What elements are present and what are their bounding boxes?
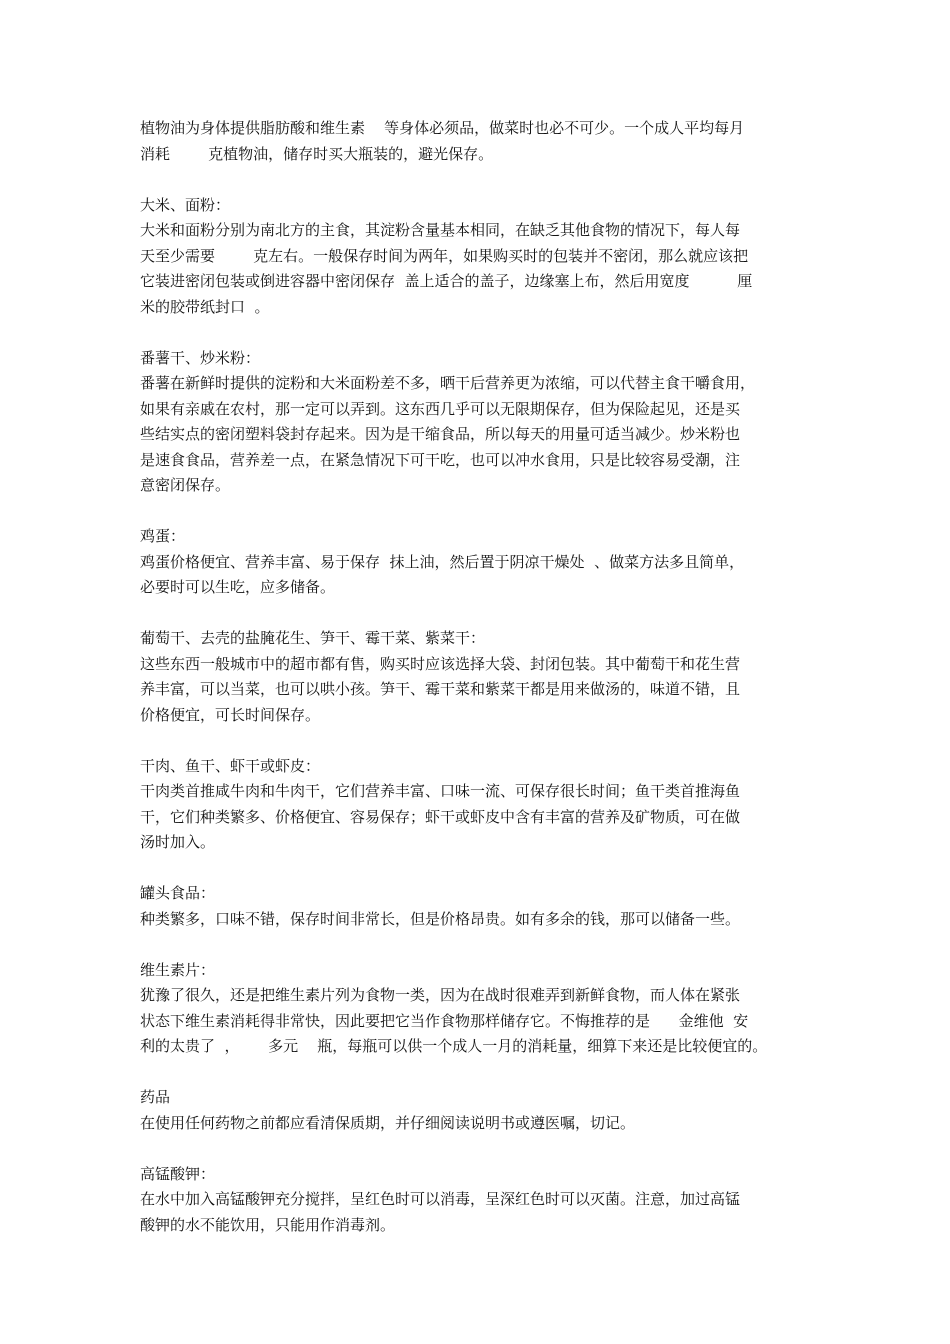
section-heading: 大米、面粉： [140,195,231,214]
section-heading: 番薯干、炒米粉： [140,348,261,367]
section-vitamins [140,958,812,1060]
section-dried-goods [140,626,812,728]
section-dried-meat-fish [140,754,812,856]
paragraph-line: 价格便宜，可长时间保存。 [140,705,321,724]
section-heading: 药品 [140,1088,171,1106]
paragraph-line: 意密闭保存。 [140,476,231,494]
paragraph-line: 干，它们种类繁多、价格便宜、容易保存；虾干或虾皮中含有丰富的营养及矿物质，可在做 [140,807,741,826]
document-body [140,116,812,1264]
paragraph-line: 干肉类首推咸牛肉和牛肉干，它们营养丰富、口味一流、可保存很长时间；鱼干类首推海鱼 [140,782,741,800]
section-heading: 罐头食品： [140,884,216,902]
section-canned-food [140,881,812,932]
paragraph-line: 状态下维生素消耗得非常快，因此要把它当作食物那样储存它。不悔推荐的是 金维他 安 [140,1011,749,1030]
section-vegetable-oil [140,116,812,167]
paragraph-line: 米的胶带纸封口 。 [140,297,270,316]
paragraph-line: 是速食食品，营养差一点，在紧急情况下可干吃，也可以冲水食用，只是比较容易受潮，注 [140,450,741,469]
paragraph-line: 它装进密闭包装或倒进容器中密闭保存 盖上适合的盖子，边缘塞上布，然后用宽度 厘 [140,272,753,290]
paragraph-line: 犹豫了很久，还是把维生素片列为食物一类，因为在战时很难弄到新鲜食物，而人体在紧张 [140,986,741,1004]
paragraph-line: 些结实点的密闭塑料袋封存起来。因为是干缩食品，所以每天的用量可适当减少。炒米粉也 [140,425,741,443]
paragraph-line: 种类繁多，口味不错，保存时间非常长，但是价格昂贵。如有多余的钱，那可以储备一些。 [140,909,741,928]
paragraph-line: 大米和面粉分别为南北方的主食，其淀粉含量基本相同，在缺乏其他食物的情况下，每人每 [140,221,741,239]
paragraph-line: 养丰富，可以当菜，也可以哄小孩。笋干、霉干菜和紫菜干都是用来做汤的，味道不错，且 [140,680,741,698]
section-potassium-permanganate [140,1162,812,1239]
section-heading: 干肉、鱼干、虾干或虾皮： [140,756,321,775]
section-sweet-potato [140,346,812,499]
paragraph-line: 天至少需要 克左右。一般保存时间为两年，如果购买时的包装并不密闭，那么就应该把 [140,246,749,265]
section-heading: 维生素片： [140,960,216,979]
paragraph-line: 在使用任何药物之前都应看清保质期，并仔细阅读说明书或遵医嘱，切记。 [140,1113,636,1132]
paragraph-line: 酸钾的水不能饮用，只能用作消毒剂。 [140,1215,396,1234]
paragraph-line: 番薯在新鲜时提供的淀粉和大米面粉差不多，晒干后营养更为浓缩，可以代替主食干嚼食用， [140,374,756,392]
paragraph-line: 植物油为身体提供脂肪酸和维生素 等身体必须品，做菜时也必不可少。一个成人平均每月 [140,119,745,137]
section-heading: 高锰酸钾： [140,1164,216,1183]
paragraph-line: 这些东西一般城市中的超市都有售，购买时应该选择大袋、封闭包装。其中葡萄干和花生营 [140,654,741,673]
paragraph-line: 必要时可以生吃，应多储备。 [140,578,336,596]
paragraph-line: 如果有亲戚在农村，那一定可以弄到。这东西几乎可以无限期保存，但为保险起见，还是买 [140,399,741,418]
paragraph-line: 消耗 克植物油，储存时买大瓶装的，避光保存。 [140,144,494,163]
section-heading: 葡萄干、去壳的盐腌花生、笋干、霉干菜、紫菜干： [140,629,486,647]
section-medicine [140,1085,812,1136]
section-heading: 鸡蛋： [140,527,186,545]
paragraph-line: 利的太贵了 ， 多元 瓶，每瓶可以供一个成人一月的消耗量，细算下来还是比较便宜的。 [140,1037,768,1055]
paragraph-line: 鸡蛋价格便宜、营养丰富、易于保存 抹上油，然后置于阴凉干燥处 、做菜方法多且简单， [140,552,745,571]
section-rice-flour [140,193,812,321]
section-eggs [140,524,812,601]
paragraph-line: 汤时加入。 [140,833,216,851]
paragraph-line: 在水中加入高锰酸钾充分搅拌，呈红色时可以消毒，呈深红色时可以灭菌。注意，加过高锰 [140,1190,741,1208]
